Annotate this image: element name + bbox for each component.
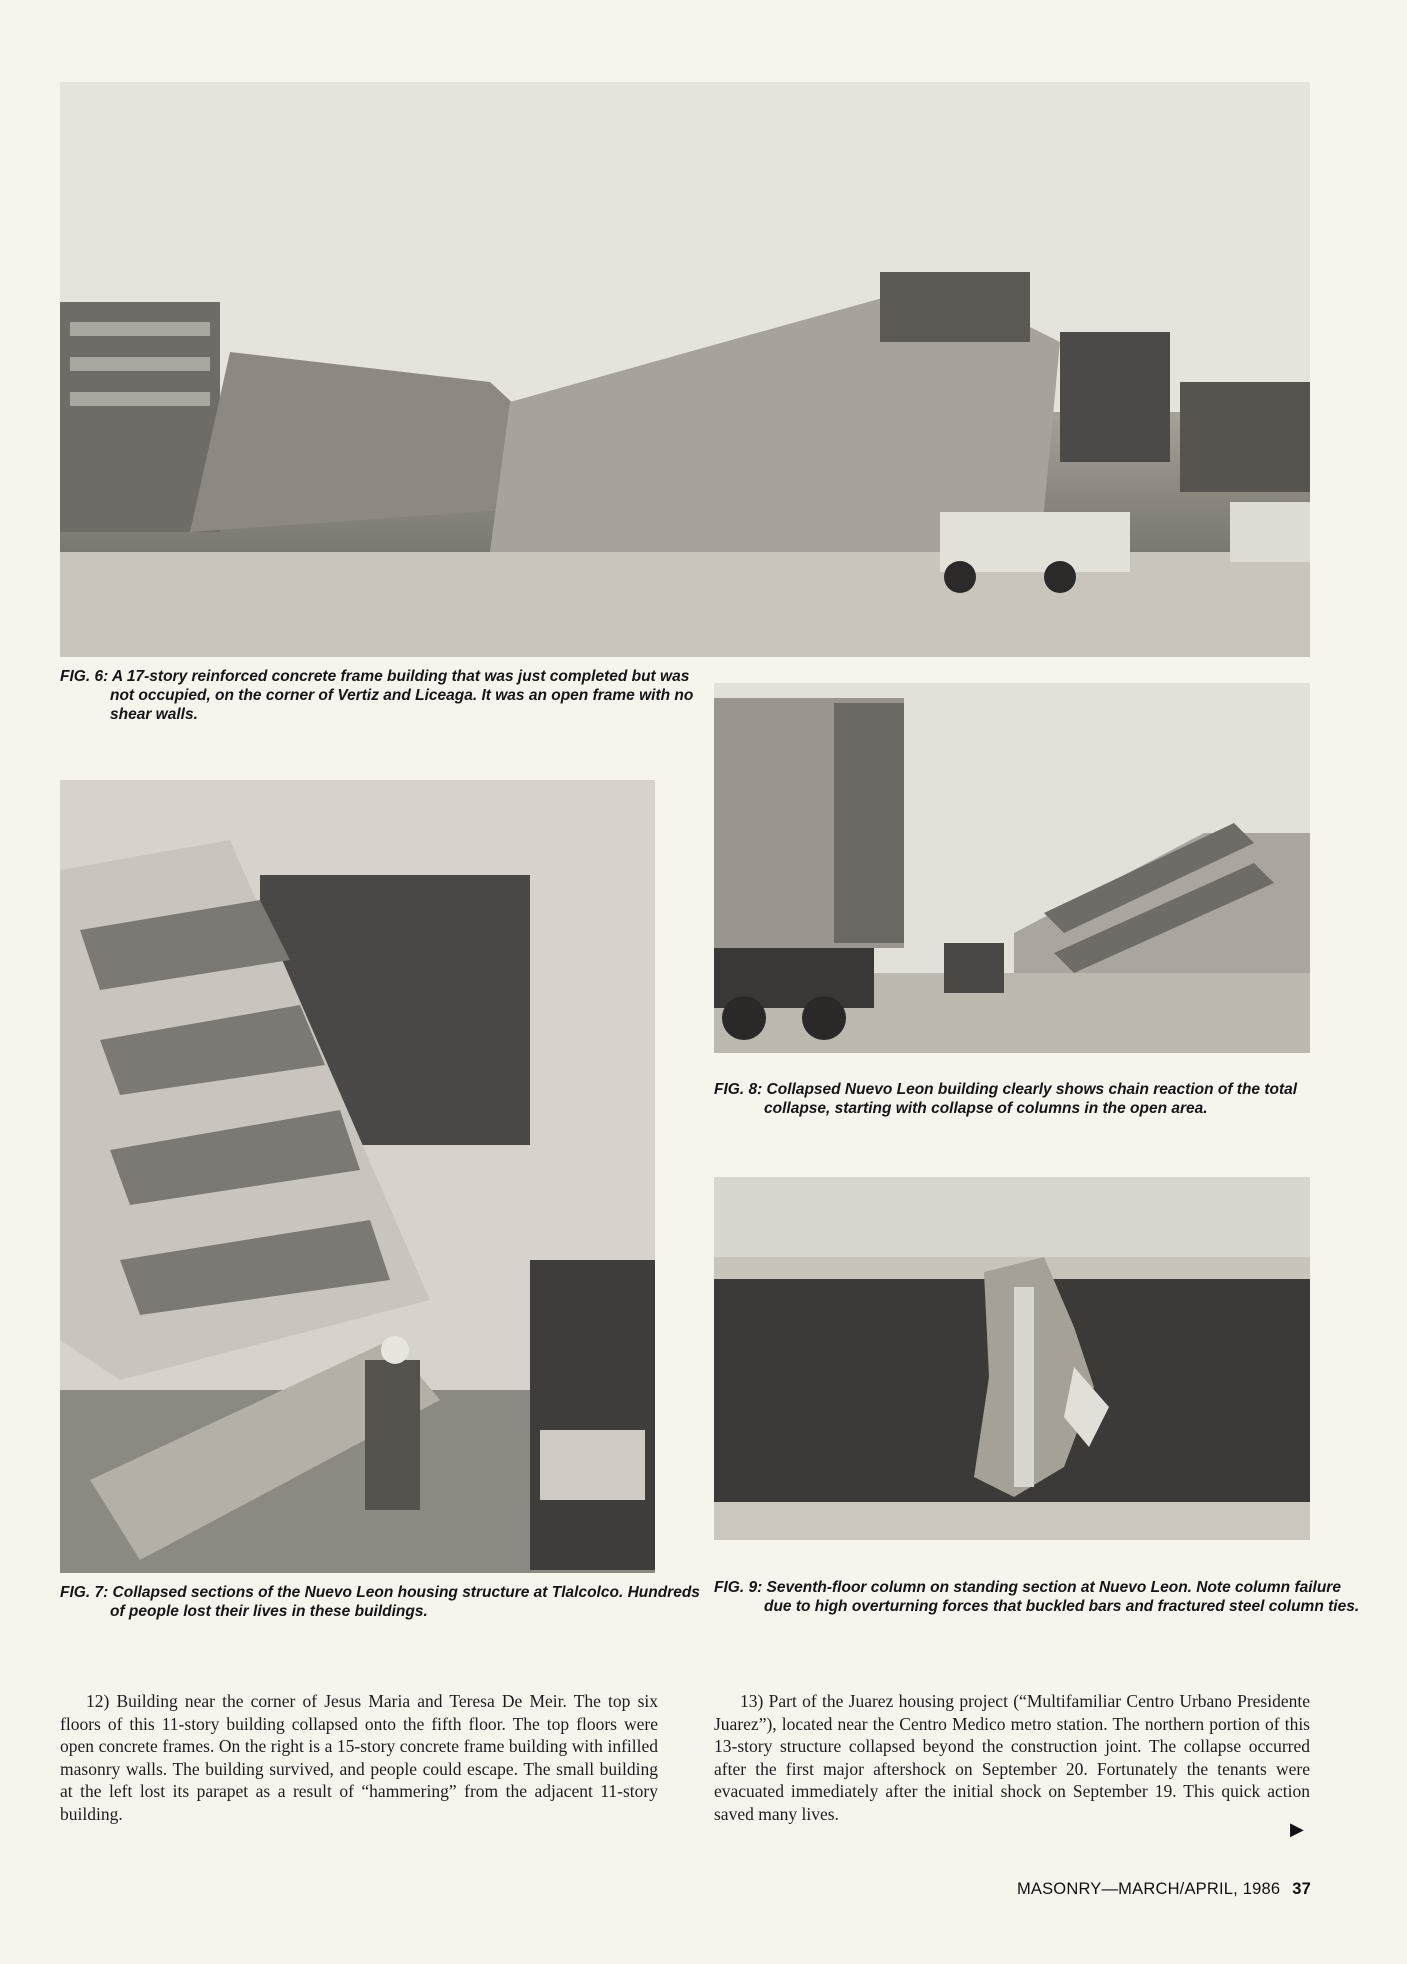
fig9-photo-art xyxy=(714,1177,1310,1540)
publication-line: MASONRY—MARCH/APRIL, 1986 xyxy=(1016,1880,1281,1898)
fig7-photo xyxy=(60,780,655,1573)
fig6-text: A 17-story reinforced concrete frame building that was just completed but was not occupied, on the corner of Vertiz and Liceaga. It was an open frame with no shear walls. xyxy=(110,668,694,723)
fig9-text: Seventh-floor column on standing section at Nuevo Leon. Note column failure due to high overturning forces that buckled bars and fractured steel column ties. xyxy=(764,1579,1360,1615)
fig6-photo-art xyxy=(60,82,1310,657)
fig7-text: Collapsed sections of the Nuevo Leon housing structure at Tlalcolco. Hundreds of people lost their lives in these buildings. xyxy=(110,1584,700,1620)
paragraph-13: 13) Part of the Juarez housing project (“Multifamiliar Centro Urbano Presidente Juarez”), located near the Centro Medico metro station. The northern portion of this 13-story structure collapsed beyond the construction joint. The collapse occurred after the first major aftershock on September 20. Fortunately the tenants were evacuated immediately after the initial shock on September 19. This quick action saved many lives. xyxy=(714,1691,1310,1824)
paragraph-12: 12) Building near the corner of Jesus Maria and Teresa De Meir. The top six floors of this 11-story building collapsed onto the fifth floor. The top floors were open concrete frames. On the right is a 15-story concrete frame building with infilled masonry walls. The building survived, and people could escape. The small building at the left lost its parapet as a result of “hammering” from the adjacent 11-story building. xyxy=(60,1691,658,1824)
fig6-caption xyxy=(60,667,710,724)
fig9-label: FIG. 9: xyxy=(714,1579,763,1596)
fig7-label: FIG. 7: xyxy=(60,1584,109,1601)
fig6-photo xyxy=(60,82,1310,657)
fig6-label: FIG. 6: xyxy=(60,668,109,685)
continue-arrow-icon: ▶ xyxy=(1290,1819,1304,1840)
fig8-label: FIG. 8: xyxy=(714,1081,763,1098)
fig7-photo-art xyxy=(60,780,655,1573)
fig8-text: Collapsed Nuevo Leon building clearly shows chain reaction of the total collapse, starting with collapse of columns in the open area. xyxy=(764,1081,1298,1117)
fig8-caption xyxy=(714,1080,1364,1118)
fig7-caption xyxy=(60,1583,710,1621)
fig8-photo xyxy=(714,683,1310,1053)
page-footer xyxy=(1017,1880,1311,1899)
fig9-caption xyxy=(714,1578,1364,1616)
fig9-photo xyxy=(714,1177,1310,1540)
fig8-photo-art xyxy=(714,683,1310,1053)
page-number: 37 xyxy=(1292,1880,1311,1898)
